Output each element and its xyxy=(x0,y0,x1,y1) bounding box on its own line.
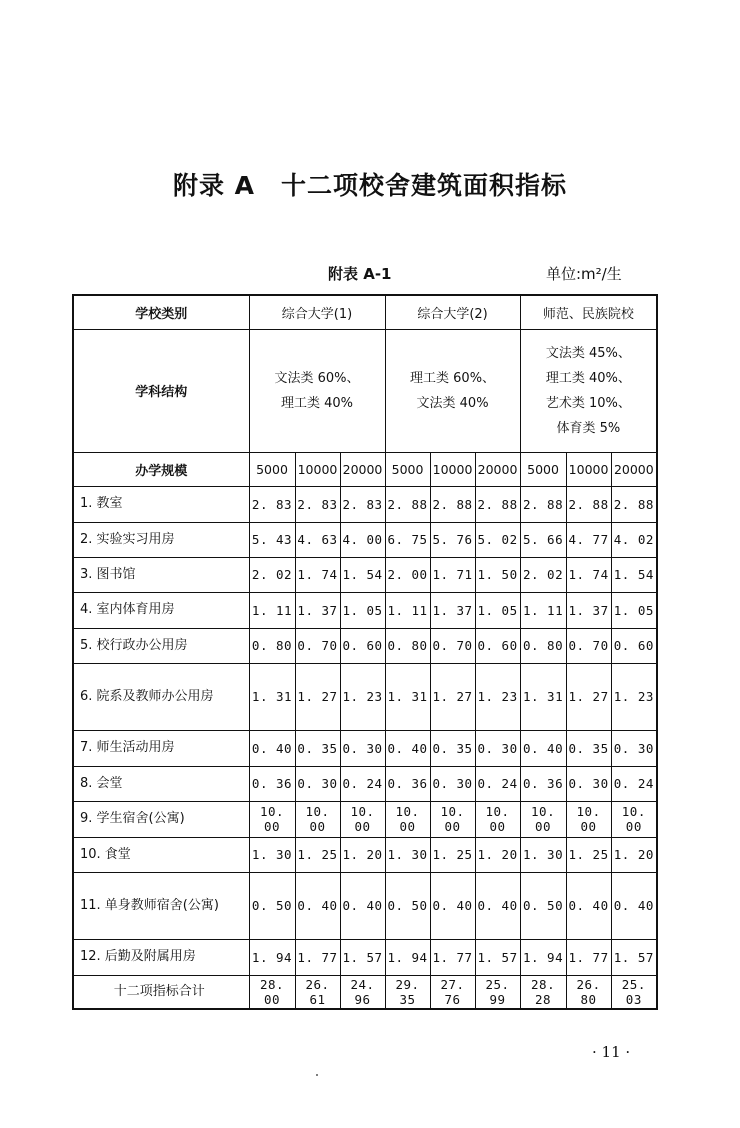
value-cell: 0. 50 xyxy=(385,872,430,939)
structure-line: 理工类 60%、 xyxy=(410,370,496,386)
value-cell: 1. 25 xyxy=(430,837,475,872)
value-cell: 2. 02 xyxy=(249,557,295,592)
value-cell: 0. 36 xyxy=(520,766,566,801)
value-cell: 2. 88 xyxy=(611,486,657,522)
scale-cell: 20000 xyxy=(475,452,520,486)
value-cell: 0. 30 xyxy=(430,766,475,801)
value-cell: 1. 94 xyxy=(249,939,295,975)
value-cell: 25. 03 xyxy=(611,975,657,1009)
value-cell: 1. 11 xyxy=(385,592,430,628)
value-cell: 2. 88 xyxy=(520,486,566,522)
value-cell: 28. 28 xyxy=(520,975,566,1009)
structure-cell xyxy=(520,329,657,452)
row-label: 5. 校行政办公用房 xyxy=(73,628,249,663)
structure-line: 文法类 45%、 xyxy=(545,345,631,361)
row-label: 9. 学生宿舍(公寓) xyxy=(73,801,249,837)
group-header: 综合大学(2) xyxy=(385,295,520,329)
value-cell: 1. 11 xyxy=(249,592,295,628)
value-cell: 10. 00 xyxy=(340,801,385,837)
structure-row xyxy=(73,329,657,452)
value-cell: 1. 37 xyxy=(566,592,611,628)
row-label: 2. 实验实习用房 xyxy=(73,522,249,557)
value-cell: 5. 02 xyxy=(475,522,520,557)
value-cell: 0. 24 xyxy=(340,766,385,801)
value-cell: 2. 83 xyxy=(340,486,385,522)
value-cell: 0. 60 xyxy=(475,628,520,663)
value-cell: 1. 30 xyxy=(385,837,430,872)
value-cell: 1. 23 xyxy=(340,663,385,730)
value-cell: 2. 88 xyxy=(566,486,611,522)
value-cell: 1. 25 xyxy=(295,837,340,872)
structure-line: 文法类 60%、 xyxy=(274,370,360,386)
value-cell: 26. 80 xyxy=(566,975,611,1009)
value-cell: 27. 76 xyxy=(430,975,475,1009)
value-cell: 0. 70 xyxy=(295,628,340,663)
value-cell: 0. 60 xyxy=(340,628,385,663)
value-cell: 0. 40 xyxy=(295,872,340,939)
value-cell: 2. 00 xyxy=(385,557,430,592)
value-cell: 6. 75 xyxy=(385,522,430,557)
table-row xyxy=(73,486,657,522)
value-cell: 1. 37 xyxy=(295,592,340,628)
value-cell: 0. 40 xyxy=(566,872,611,939)
value-cell: 2. 88 xyxy=(385,486,430,522)
value-cell: 0. 50 xyxy=(520,872,566,939)
value-cell: 1. 31 xyxy=(520,663,566,730)
value-cell: 0. 60 xyxy=(611,628,657,663)
structure-line: 体育类 5% xyxy=(556,420,621,436)
value-cell: 5. 66 xyxy=(520,522,566,557)
value-cell: 0. 40 xyxy=(611,872,657,939)
value-cell: 0. 40 xyxy=(475,872,520,939)
value-cell: 1. 50 xyxy=(475,557,520,592)
value-cell: 1. 27 xyxy=(430,663,475,730)
scale-cell: 20000 xyxy=(611,452,657,486)
value-cell: 1. 31 xyxy=(385,663,430,730)
value-cell: 0. 30 xyxy=(611,730,657,766)
table-row xyxy=(73,939,657,975)
value-cell: 2. 83 xyxy=(295,486,340,522)
value-cell: 10. 00 xyxy=(611,801,657,837)
row-label: 1. 教室 xyxy=(73,486,249,522)
total-row xyxy=(73,975,657,1009)
value-cell: 0. 30 xyxy=(475,730,520,766)
scale-label: 办学规模 xyxy=(73,452,249,486)
structure-label: 学科结构 xyxy=(73,329,249,452)
structure-cell xyxy=(249,329,385,452)
value-cell: 4. 77 xyxy=(566,522,611,557)
row-label: 8. 会堂 xyxy=(73,766,249,801)
value-cell: 1. 11 xyxy=(520,592,566,628)
value-cell: 0. 35 xyxy=(566,730,611,766)
category-label: 学校类别 xyxy=(73,295,249,329)
value-cell: 5. 76 xyxy=(430,522,475,557)
row-label: 3. 图书馆 xyxy=(73,557,249,592)
value-cell: 4. 02 xyxy=(611,522,657,557)
value-cell: 0. 35 xyxy=(430,730,475,766)
value-cell: 4. 63 xyxy=(295,522,340,557)
scale-cell: 10000 xyxy=(566,452,611,486)
table-row xyxy=(73,766,657,801)
value-cell: 0. 30 xyxy=(295,766,340,801)
group-header: 师范、民族院校 xyxy=(520,295,657,329)
value-cell: 1. 57 xyxy=(340,939,385,975)
row-label: 11. 单身教师宿舍(公寓) xyxy=(73,872,249,939)
value-cell: 0. 30 xyxy=(340,730,385,766)
structure-line: 理工类 40% xyxy=(281,395,354,411)
value-cell: 1. 27 xyxy=(566,663,611,730)
value-cell: 0. 80 xyxy=(520,628,566,663)
value-cell: 10. 00 xyxy=(475,801,520,837)
value-cell: 10. 00 xyxy=(566,801,611,837)
table-row xyxy=(73,522,657,557)
table-row xyxy=(73,663,657,730)
value-cell: 1. 57 xyxy=(611,939,657,975)
value-cell: 1. 54 xyxy=(340,557,385,592)
value-cell: 1. 57 xyxy=(475,939,520,975)
value-cell: 10. 00 xyxy=(385,801,430,837)
value-cell: 10. 00 xyxy=(295,801,340,837)
value-cell: 0. 40 xyxy=(249,730,295,766)
value-cell: 24. 96 xyxy=(340,975,385,1009)
table-caption: 附表 A-1 xyxy=(328,265,392,283)
value-cell: 0. 36 xyxy=(385,766,430,801)
scale-cell: 10000 xyxy=(430,452,475,486)
table-row xyxy=(73,872,657,939)
scale-cell: 10000 xyxy=(295,452,340,486)
page-number: · 11 · xyxy=(592,1043,631,1061)
row-label: 4. 室内体育用房 xyxy=(73,592,249,628)
structure-cell xyxy=(385,329,520,452)
scale-cell: 5000 xyxy=(249,452,295,486)
value-cell: 0. 70 xyxy=(430,628,475,663)
value-cell: 0. 40 xyxy=(520,730,566,766)
value-cell: 5. 43 xyxy=(249,522,295,557)
value-cell: 26. 61 xyxy=(295,975,340,1009)
value-cell: 28. 00 xyxy=(249,975,295,1009)
value-cell: 1. 30 xyxy=(249,837,295,872)
value-cell: 1. 30 xyxy=(520,837,566,872)
table-row xyxy=(73,837,657,872)
value-cell: 1. 23 xyxy=(475,663,520,730)
value-cell: 29. 35 xyxy=(385,975,430,1009)
table-row xyxy=(73,592,657,628)
value-cell: 10. 00 xyxy=(520,801,566,837)
value-cell: 1. 74 xyxy=(295,557,340,592)
value-cell: 1. 25 xyxy=(566,837,611,872)
value-cell: 1. 27 xyxy=(295,663,340,730)
value-cell: 25. 99 xyxy=(475,975,520,1009)
value-cell: 10. 00 xyxy=(430,801,475,837)
value-cell: 1. 54 xyxy=(611,557,657,592)
value-cell: 1. 77 xyxy=(566,939,611,975)
value-cell: 1. 71 xyxy=(430,557,475,592)
value-cell: 0. 50 xyxy=(249,872,295,939)
value-cell: 0. 40 xyxy=(340,872,385,939)
value-cell: 2. 02 xyxy=(520,557,566,592)
value-cell: 0. 70 xyxy=(566,628,611,663)
group-header: 综合大学(1) xyxy=(249,295,385,329)
table-row xyxy=(73,730,657,766)
value-cell: 1. 94 xyxy=(520,939,566,975)
value-cell: 1. 20 xyxy=(611,837,657,872)
value-cell: 1. 23 xyxy=(611,663,657,730)
table-row xyxy=(73,628,657,663)
value-cell: 1. 05 xyxy=(340,592,385,628)
structure-line: 文法类 40% xyxy=(416,395,489,411)
scan-speck xyxy=(316,1074,318,1076)
category-row xyxy=(73,295,657,329)
row-label: 12. 后勤及附属用房 xyxy=(73,939,249,975)
unit-label: 单位:m²/生 xyxy=(546,265,622,283)
value-cell: 0. 24 xyxy=(611,766,657,801)
scale-row xyxy=(73,452,657,486)
value-cell: 0. 30 xyxy=(566,766,611,801)
value-cell: 0. 36 xyxy=(249,766,295,801)
value-cell: 1. 20 xyxy=(340,837,385,872)
value-cell: 1. 05 xyxy=(611,592,657,628)
value-cell: 1. 20 xyxy=(475,837,520,872)
value-cell: 0. 40 xyxy=(430,872,475,939)
table-row xyxy=(73,557,657,592)
row-label: 10. 食堂 xyxy=(73,837,249,872)
value-cell: 0. 35 xyxy=(295,730,340,766)
value-cell: 1. 31 xyxy=(249,663,295,730)
total-label: 十二项指标合计 xyxy=(73,975,249,1009)
row-label: 7. 师生活动用房 xyxy=(73,730,249,766)
row-label: 6. 院系及教师办公用房 xyxy=(73,663,249,730)
value-cell: 1. 77 xyxy=(295,939,340,975)
value-cell: 0. 80 xyxy=(385,628,430,663)
value-cell: 0. 40 xyxy=(385,730,430,766)
value-cell: 1. 05 xyxy=(475,592,520,628)
value-cell: 2. 83 xyxy=(249,486,295,522)
appendix-title: 附录 A 十二项校舍建筑面积指标 xyxy=(172,171,568,200)
scale-cell: 20000 xyxy=(340,452,385,486)
value-cell: 0. 24 xyxy=(475,766,520,801)
scale-cell: 5000 xyxy=(520,452,566,486)
structure-line: 理工类 40%、 xyxy=(545,370,631,386)
structure-line: 艺术类 10%、 xyxy=(545,395,631,411)
value-cell: 10. 00 xyxy=(249,801,295,837)
value-cell: 0. 80 xyxy=(249,628,295,663)
scale-cell: 5000 xyxy=(385,452,430,486)
value-cell: 1. 74 xyxy=(566,557,611,592)
table-row xyxy=(73,801,657,837)
value-cell: 1. 94 xyxy=(385,939,430,975)
value-cell: 4. 00 xyxy=(340,522,385,557)
value-cell: 1. 37 xyxy=(430,592,475,628)
area-index-table xyxy=(72,294,658,1010)
value-cell: 2. 88 xyxy=(430,486,475,522)
value-cell: 1. 77 xyxy=(430,939,475,975)
value-cell: 2. 88 xyxy=(475,486,520,522)
